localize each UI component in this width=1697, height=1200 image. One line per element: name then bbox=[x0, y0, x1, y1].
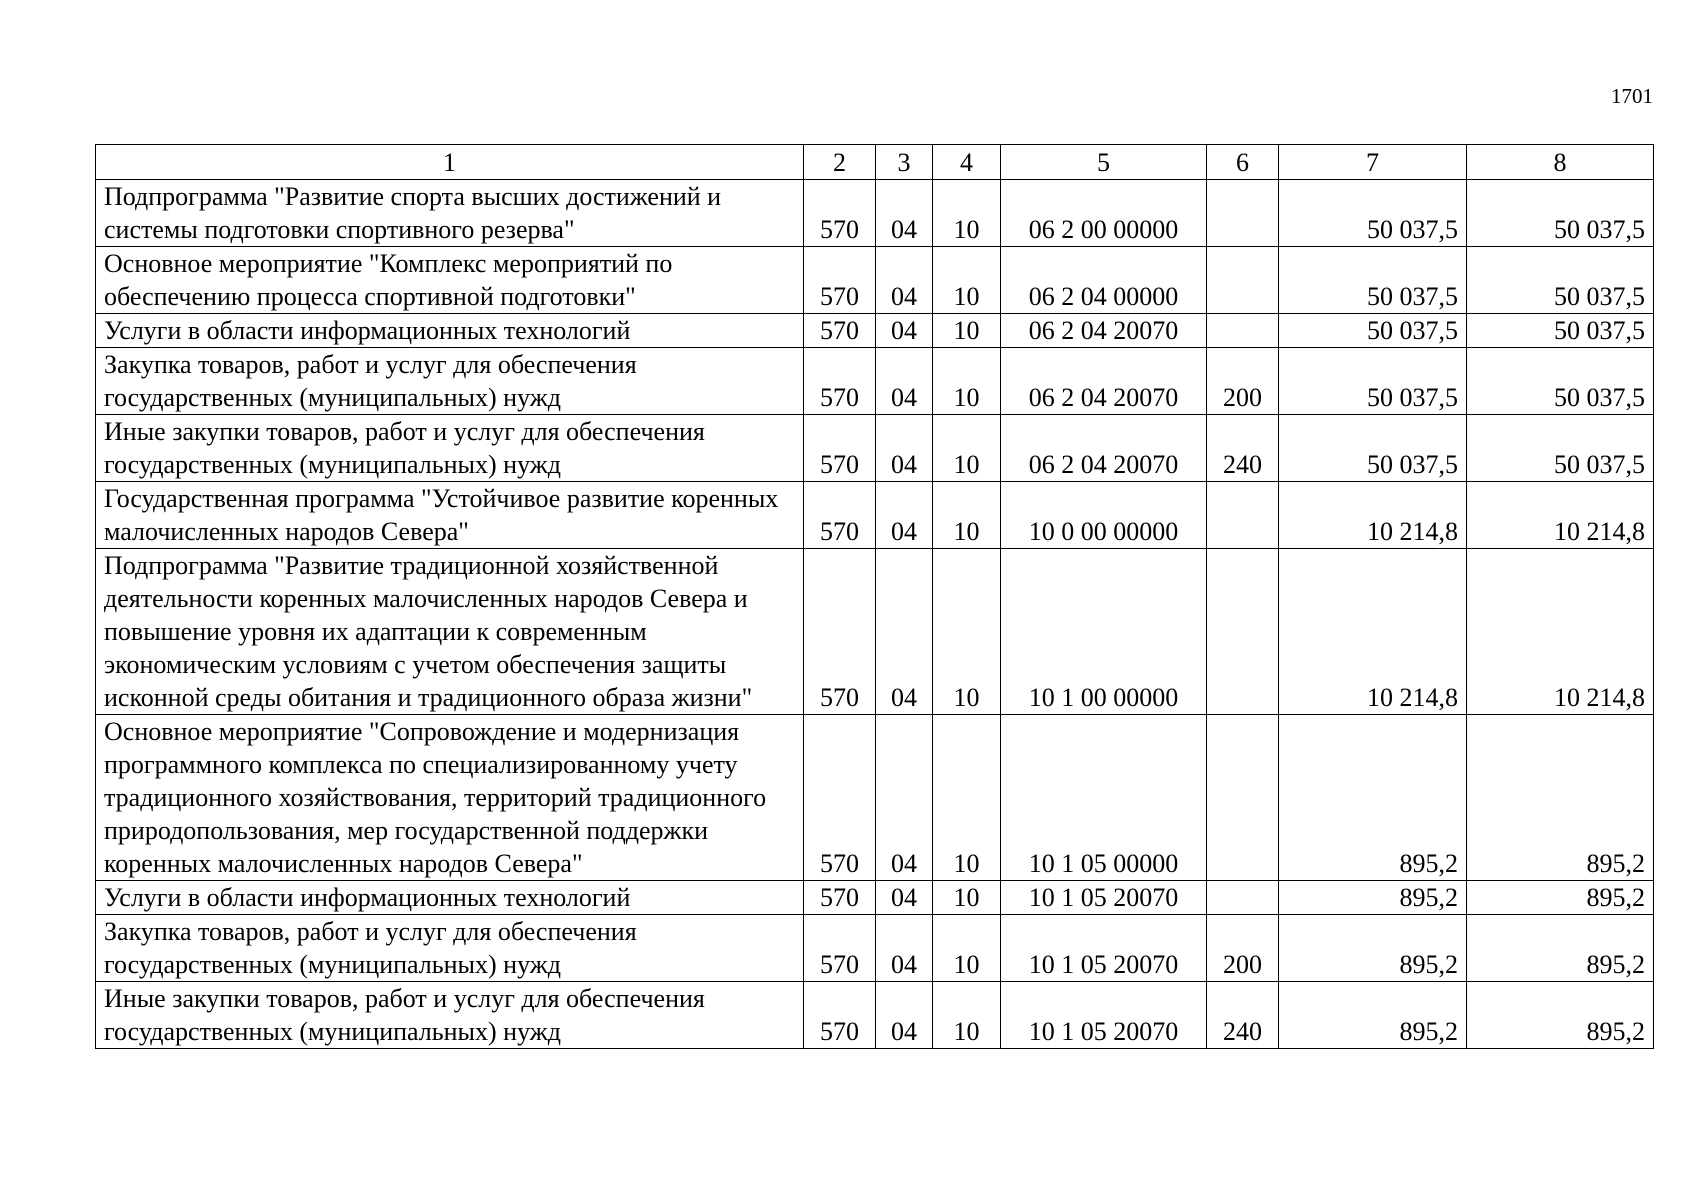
ministry-code-cell: 570 bbox=[804, 549, 876, 715]
amount-cell: 50 037,5 bbox=[1279, 415, 1467, 482]
table-row bbox=[96, 247, 1654, 314]
table-row bbox=[96, 482, 1654, 549]
ministry-code-cell: 570 bbox=[804, 314, 876, 348]
amount-cell: 50 037,5 bbox=[1467, 415, 1654, 482]
header-cell: 2 bbox=[804, 145, 876, 180]
header-cell: 6 bbox=[1207, 145, 1279, 180]
expense-type-cell: 200 bbox=[1207, 915, 1279, 982]
item-name-cell: Подпрограмма "Развитие традиционной хозяйственной деятельности коренных малочисленных народов Севера и повышение уровня их адаптации к современным экономическим условиям с учетом обеспечения защиты исконной среды обитания и традиционного образа жизни" bbox=[96, 549, 804, 715]
subsection-cell: 10 bbox=[933, 715, 1001, 881]
section-cell: 04 bbox=[876, 314, 933, 348]
item-name-cell: Подпрограмма "Развитие спорта высших достижений и системы подготовки спортивного резерва" bbox=[96, 180, 804, 247]
table-row bbox=[96, 348, 1654, 415]
target-article-cell: 10 0 00 00000 bbox=[1001, 482, 1207, 549]
target-article-cell: 06 2 04 20070 bbox=[1001, 348, 1207, 415]
budget-table bbox=[95, 144, 1654, 1049]
expense-type-cell bbox=[1207, 549, 1279, 715]
ministry-code-cell: 570 bbox=[804, 348, 876, 415]
expense-type-cell bbox=[1207, 881, 1279, 915]
subsection-cell: 10 bbox=[933, 881, 1001, 915]
item-name-cell: Услуги в области информационных технологий bbox=[96, 314, 804, 348]
table-header-row bbox=[96, 145, 1654, 180]
amount-cell: 50 037,5 bbox=[1467, 348, 1654, 415]
section-cell: 04 bbox=[876, 247, 933, 314]
header-cell: 3 bbox=[876, 145, 933, 180]
expense-type-cell bbox=[1207, 482, 1279, 549]
ministry-code-cell: 570 bbox=[804, 247, 876, 314]
amount-cell: 10 214,8 bbox=[1467, 482, 1654, 549]
section-cell: 04 bbox=[876, 982, 933, 1049]
item-name-cell: Основное мероприятие "Комплекс мероприятий по обеспечению процесса спортивной подготовки" bbox=[96, 247, 804, 314]
expense-type-cell: 200 bbox=[1207, 348, 1279, 415]
ministry-code-cell: 570 bbox=[804, 982, 876, 1049]
subsection-cell: 10 bbox=[933, 549, 1001, 715]
section-cell: 04 bbox=[876, 482, 933, 549]
ministry-code-cell: 570 bbox=[804, 715, 876, 881]
ministry-code-cell: 570 bbox=[804, 415, 876, 482]
ministry-code-cell: 570 bbox=[804, 180, 876, 247]
table-row bbox=[96, 415, 1654, 482]
item-name-cell: Государственная программа "Устойчивое развитие коренных малочисленных народов Севера" bbox=[96, 482, 804, 549]
item-name-cell: Иные закупки товаров, работ и услуг для обеспечения государственных (муниципальных) нужд bbox=[96, 415, 804, 482]
expense-type-cell bbox=[1207, 715, 1279, 881]
target-article-cell: 06 2 00 00000 bbox=[1001, 180, 1207, 247]
table-row bbox=[96, 549, 1654, 715]
expense-type-cell bbox=[1207, 247, 1279, 314]
target-article-cell: 06 2 04 20070 bbox=[1001, 415, 1207, 482]
amount-cell: 50 037,5 bbox=[1279, 348, 1467, 415]
expense-type-cell bbox=[1207, 314, 1279, 348]
ministry-code-cell: 570 bbox=[804, 915, 876, 982]
table-row bbox=[96, 715, 1654, 881]
subsection-cell: 10 bbox=[933, 982, 1001, 1049]
item-name-cell: Закупка товаров, работ и услуг для обеспечения государственных (муниципальных) нужд bbox=[96, 348, 804, 415]
subsection-cell: 10 bbox=[933, 415, 1001, 482]
header-cell: 5 bbox=[1001, 145, 1207, 180]
target-article-cell: 06 2 04 00000 bbox=[1001, 247, 1207, 314]
item-name-cell: Основное мероприятие "Сопровождение и модернизация программного комплекса по специализированному учету традиционного хозяйствования, территорий традиционного природопользования, мер государственной поддержки коренных малочисленных народов Севера" bbox=[96, 715, 804, 881]
header-cell: 8 bbox=[1467, 145, 1654, 180]
section-cell: 04 bbox=[876, 348, 933, 415]
table-row bbox=[96, 314, 1654, 348]
amount-cell: 50 037,5 bbox=[1467, 314, 1654, 348]
amount-cell: 10 214,8 bbox=[1467, 549, 1654, 715]
amount-cell: 895,2 bbox=[1467, 715, 1654, 881]
header-cell: 1 bbox=[96, 145, 804, 180]
section-cell: 04 bbox=[876, 415, 933, 482]
amount-cell: 50 037,5 bbox=[1467, 180, 1654, 247]
expense-type-cell bbox=[1207, 180, 1279, 247]
subsection-cell: 10 bbox=[933, 247, 1001, 314]
subsection-cell: 10 bbox=[933, 482, 1001, 549]
table-row bbox=[96, 180, 1654, 247]
amount-cell: 50 037,5 bbox=[1279, 180, 1467, 247]
amount-cell: 895,2 bbox=[1467, 915, 1654, 982]
item-name-cell: Иные закупки товаров, работ и услуг для обеспечения государственных (муниципальных) нужд bbox=[96, 982, 804, 1049]
subsection-cell: 10 bbox=[933, 314, 1001, 348]
amount-cell: 895,2 bbox=[1279, 881, 1467, 915]
table-row bbox=[96, 982, 1654, 1049]
amount-cell: 895,2 bbox=[1279, 915, 1467, 982]
section-cell: 04 bbox=[876, 915, 933, 982]
ministry-code-cell: 570 bbox=[804, 881, 876, 915]
table-row bbox=[96, 881, 1654, 915]
amount-cell: 50 037,5 bbox=[1467, 247, 1654, 314]
amount-cell: 10 214,8 bbox=[1279, 482, 1467, 549]
section-cell: 04 bbox=[876, 881, 933, 915]
expense-type-cell: 240 bbox=[1207, 982, 1279, 1049]
item-name-cell: Закупка товаров, работ и услуг для обеспечения государственных (муниципальных) нужд bbox=[96, 915, 804, 982]
section-cell: 04 bbox=[876, 715, 933, 881]
amount-cell: 10 214,8 bbox=[1279, 549, 1467, 715]
section-cell: 04 bbox=[876, 180, 933, 247]
item-name-cell: Услуги в области информационных технологий bbox=[96, 881, 804, 915]
table-row bbox=[96, 915, 1654, 982]
section-cell: 04 bbox=[876, 549, 933, 715]
header-cell: 4 bbox=[933, 145, 1001, 180]
page-number: 1701 bbox=[1611, 84, 1653, 108]
amount-cell: 50 037,5 bbox=[1279, 314, 1467, 348]
target-article-cell: 10 1 05 00000 bbox=[1001, 715, 1207, 881]
subsection-cell: 10 bbox=[933, 915, 1001, 982]
header-cell: 7 bbox=[1279, 145, 1467, 180]
target-article-cell: 06 2 04 20070 bbox=[1001, 314, 1207, 348]
amount-cell: 895,2 bbox=[1279, 982, 1467, 1049]
amount-cell: 895,2 bbox=[1467, 881, 1654, 915]
ministry-code-cell: 570 bbox=[804, 482, 876, 549]
target-article-cell: 10 1 00 00000 bbox=[1001, 549, 1207, 715]
target-article-cell: 10 1 05 20070 bbox=[1001, 881, 1207, 915]
amount-cell: 50 037,5 bbox=[1279, 247, 1467, 314]
amount-cell: 895,2 bbox=[1279, 715, 1467, 881]
target-article-cell: 10 1 05 20070 bbox=[1001, 982, 1207, 1049]
amount-cell: 895,2 bbox=[1467, 982, 1654, 1049]
subsection-cell: 10 bbox=[933, 348, 1001, 415]
subsection-cell: 10 bbox=[933, 180, 1001, 247]
target-article-cell: 10 1 05 20070 bbox=[1001, 915, 1207, 982]
expense-type-cell: 240 bbox=[1207, 415, 1279, 482]
